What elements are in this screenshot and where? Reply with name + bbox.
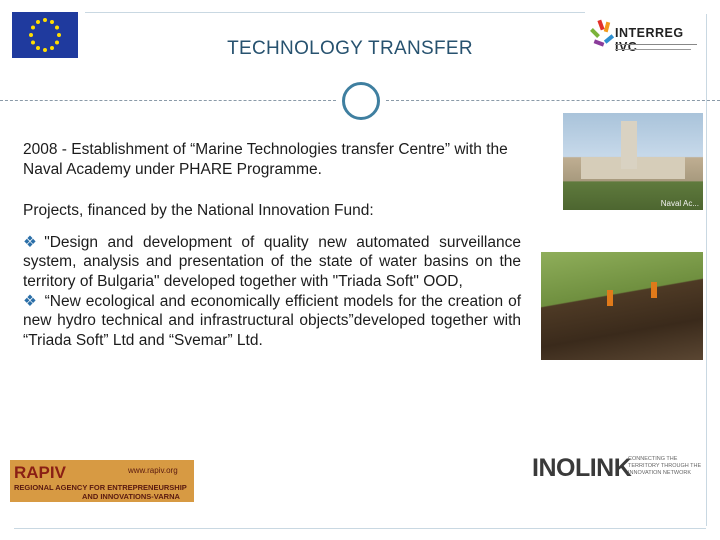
interreg-wordmark: INTERREG IVC: [615, 26, 684, 54]
interreg-logo: [585, 12, 697, 60]
interreg-subtitle-line-2: [615, 49, 691, 51]
eu-flag-logo: [12, 12, 78, 58]
rapiv-wordmark: RAPIV: [14, 463, 66, 482]
diamond-bullet-icon: ❖: [23, 292, 43, 310]
bullet-item-1: [23, 233, 521, 292]
rapiv-logo: [10, 460, 194, 502]
eu-stars-icon: [12, 12, 78, 58]
inolink-wordmark: INOLINK: [532, 454, 632, 482]
diamond-bullet-icon: ❖: [23, 233, 43, 251]
slide-title: TECHNOLOGY TRANSFER: [227, 38, 473, 59]
divider-circle-icon: [342, 82, 380, 120]
rapiv-fullname-line1: REGIONAL AGENCY FOR ENTREPRENEURSHIP: [14, 483, 187, 492]
building-tower: [621, 121, 637, 169]
divider-right: [386, 100, 720, 101]
bullet-item-2-text: “New ecological and economically efficient models for the creation of new hydro technical and infrastructural objects”developed together with “Triada Soft” Ltd and “Svemar” Ltd.: [23, 292, 522, 349]
body-text: [23, 140, 521, 350]
bullet-item-1-text: "Design and development of quality new automated surveillance system, analysis and presentation of the state of water basins on the territory of Bulgaria" developed together with "Triada Soft" OOD,: [23, 233, 521, 290]
right-frame-line: [706, 14, 707, 526]
top-frame-line: [85, 12, 585, 13]
worker-figure: [607, 290, 613, 306]
naval-academy-photo: [563, 113, 703, 210]
hillside-workers-photo: [541, 252, 703, 360]
rapiv-url: www.rapiv.org: [128, 466, 178, 475]
bullet-item-2: [23, 292, 521, 351]
rapiv-fullname-line2: AND INNOVATIONS-VARNA: [82, 492, 180, 501]
inolink-logo: [522, 438, 706, 498]
divider-left: [0, 100, 336, 101]
bottom-frame-line: [14, 528, 706, 529]
worker-figure: [651, 282, 657, 298]
paragraph-projects-intro: Projects, financed by the National Innovation Fund:: [23, 202, 374, 220]
photo-caption: Naval Ac...: [660, 199, 699, 208]
interreg-subtitle-line: [615, 44, 697, 46]
inolink-tagline: CONNECTING THE TERRITORY THROUGH THE INNOVATION NETWORK: [628, 456, 702, 476]
paragraph-establishment: 2008 - Establishment of “Marine Technologies transfer Centre” with the Naval Academy under PHARE Programme.: [23, 141, 508, 178]
interreg-mark-icon: [587, 16, 617, 56]
